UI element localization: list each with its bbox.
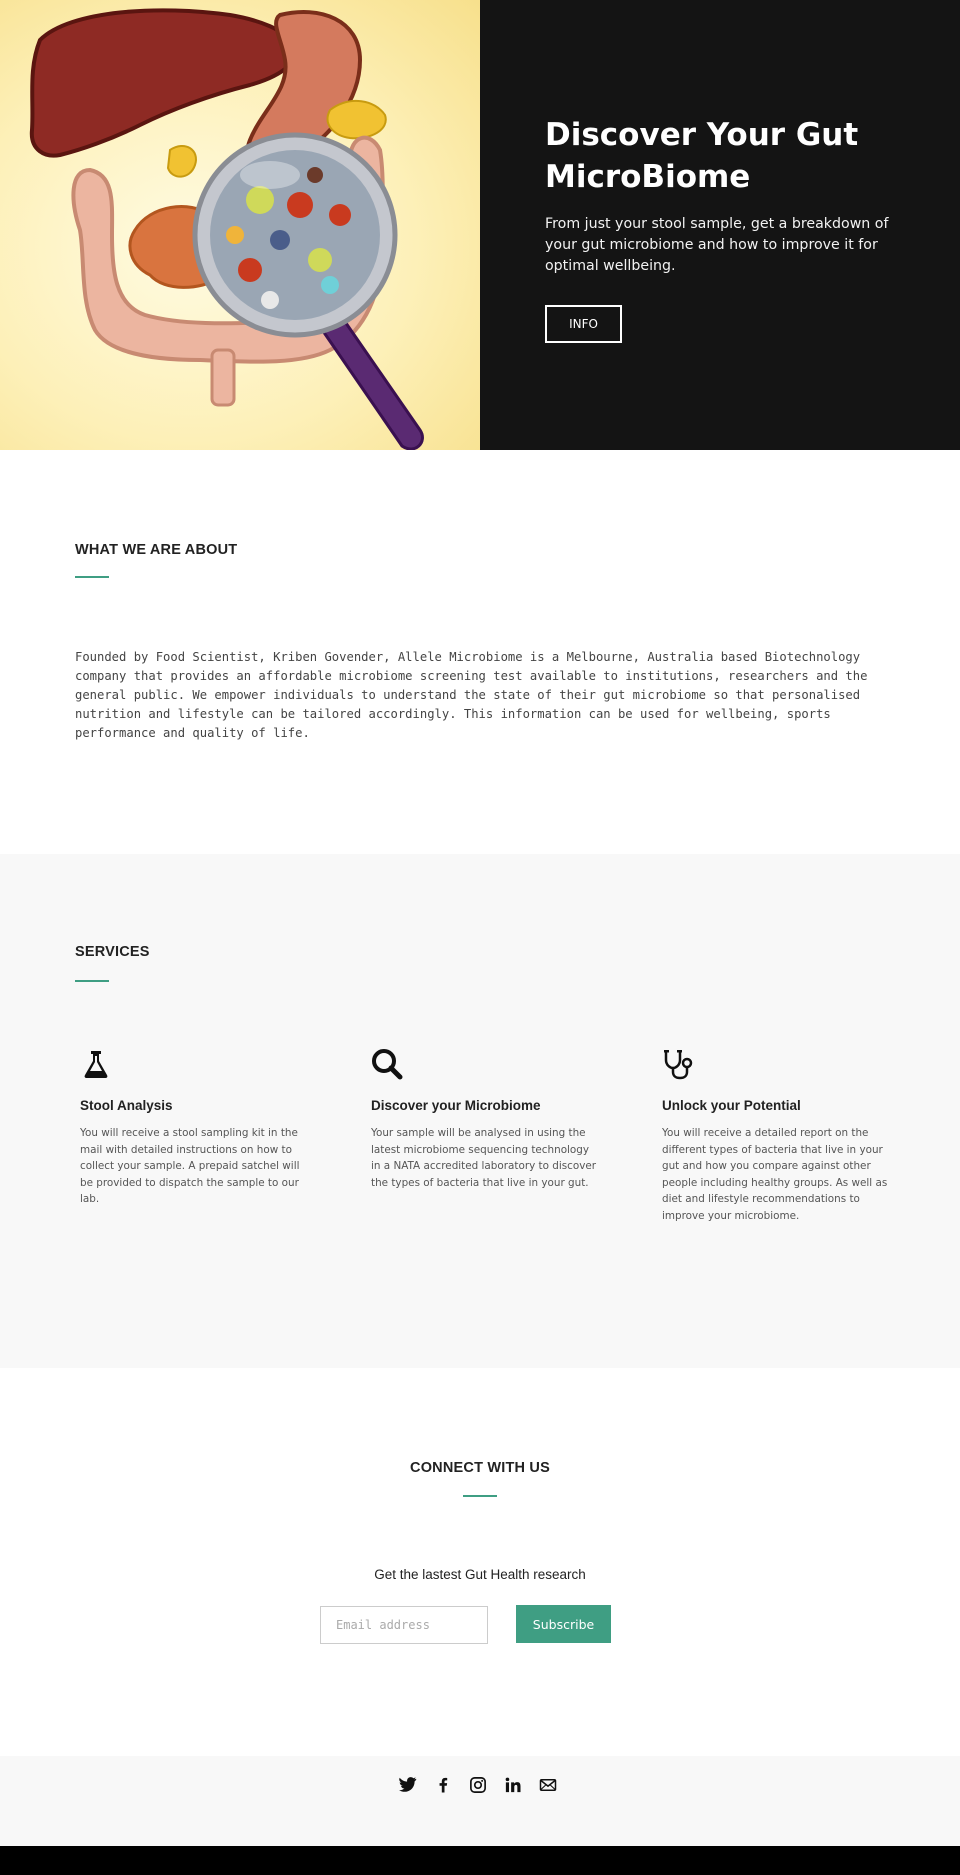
service-title: Unlock your Potential <box>662 1098 801 1113</box>
subscribe-button[interactable]: Subscribe <box>516 1605 611 1643</box>
about-section <box>0 450 960 854</box>
info-button[interactable]: INFO <box>545 305 622 343</box>
service-title: Discover your Microbiome <box>371 1098 541 1113</box>
magnifier-icon <box>371 1048 403 1080</box>
about-text: Founded by Food Scientist, Kriben Govender, Allele Microbiome is a Melbourne, Australia based Biotechnology company that provides an affordable microbiome screening test available to institutions, researchers and the general public. We empower individuals to understand the state of their gut microbiome so that personalised nutrition and lifestyle can be tailored accordingly. This information can be used for wellbeing, sports performance and quality of life. <box>75 650 868 740</box>
social-links <box>399 1776 557 1794</box>
services-title: SERVICES <box>75 944 150 960</box>
twitter-icon[interactable] <box>399 1776 417 1794</box>
digestive-system-magnifier-icon <box>0 0 480 450</box>
about-title: WHAT WE ARE ABOUT <box>75 542 238 558</box>
linkedin-icon[interactable] <box>504 1776 522 1794</box>
service-unlock-potential <box>662 1048 892 1224</box>
service-title: Stool Analysis <box>80 1098 173 1113</box>
hero-content <box>480 0 960 450</box>
newsletter-heading: Get the lastest Gut Health research <box>374 1567 586 1582</box>
connect-divider <box>463 1495 497 1497</box>
connect-title: CONNECT WITH US <box>410 1460 550 1476</box>
flask-icon <box>80 1048 112 1080</box>
services-section <box>0 854 960 1368</box>
service-discover-microbiome <box>371 1048 601 1191</box>
service-description: You will receive a stool sampling kit in the mail with detailed instructions on how to collect your sample. A prepaid satchel will be provided to dispatch the sample to our lab. <box>80 1127 300 1205</box>
mail-icon[interactable] <box>539 1776 557 1794</box>
connect-section <box>0 1368 960 1756</box>
facebook-icon[interactable] <box>434 1776 452 1794</box>
service-stool-analysis <box>80 1048 310 1208</box>
services-divider <box>75 980 109 982</box>
service-description: Your sample will be analysed in using the latest microbiome sequencing technology in a NATA accredited laboratory to discover the types of bacteria that live in your gut. <box>371 1127 597 1189</box>
service-description: You will receive a detailed report on the different types of bacteria that live in your gut and how you compare against other people including healthy groups. As well as diet and lifestyle recommendations to improve your microbiome. <box>662 1127 888 1222</box>
instagram-icon[interactable] <box>469 1776 487 1794</box>
gut-microbiome-illustration <box>0 0 480 450</box>
hero-section <box>0 0 960 450</box>
hero-title: Discover Your Gut MicroBiome <box>545 117 859 195</box>
email-input[interactable] <box>320 1606 488 1644</box>
hero-description: From just your stool sample, get a breakdown of your gut microbiome and how to improve it for optimal wellbeing. <box>545 216 889 274</box>
bottom-bar <box>0 1846 960 1875</box>
about-divider <box>75 576 109 578</box>
stethoscope-icon <box>662 1048 694 1080</box>
footer <box>0 1756 960 1846</box>
